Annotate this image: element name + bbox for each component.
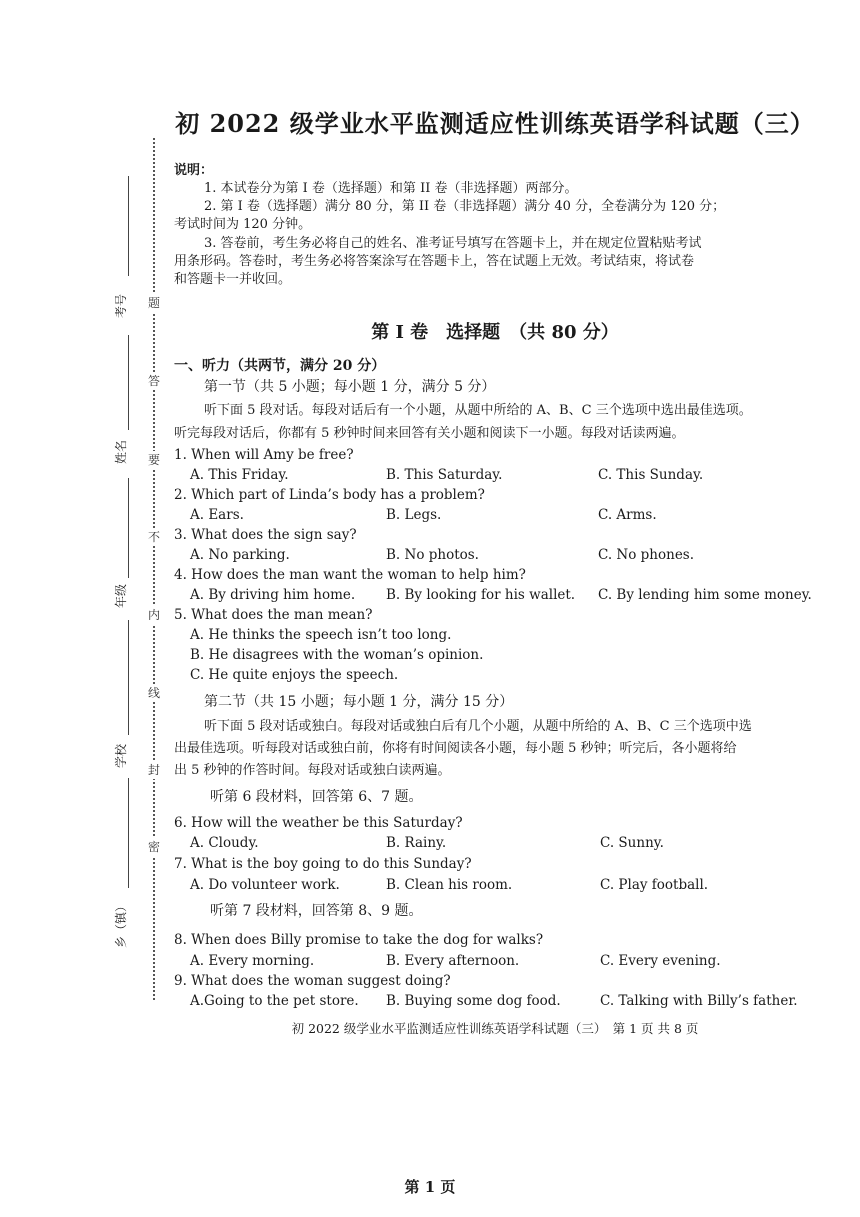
page-footer: 初 2022 级学业水平监测适应性训练英语学科试题（三） 第 1 页 共 8 页	[291, 1021, 699, 1036]
question-text: 2. Which part of Linda’s body has a problem?	[174, 487, 485, 503]
sec1-heading: 第一节（共 5 小题；每小题 1 分，满分 5 分）	[204, 379, 496, 395]
field-label-town: 乡（镇）	[114, 899, 128, 948]
option-c: C. By lending him some money.	[598, 587, 812, 603]
question-text: 1. When will Amy be free?	[174, 447, 354, 463]
field-label-grade: 年级	[114, 583, 128, 608]
option-a: A. This Friday.	[190, 467, 289, 483]
field-label-school: 学校	[114, 743, 128, 768]
option-c: C. This Sunday.	[598, 467, 704, 483]
field-blank-line	[128, 176, 129, 276]
option-c: C. Play football.	[600, 877, 709, 893]
field-blank-line	[128, 335, 129, 430]
option-b: B. No photos.	[386, 547, 479, 563]
question-text: 3. What does the sign say?	[174, 527, 357, 543]
notes-line: 考试时间为 120 分钟。	[174, 217, 312, 232]
option-b: B. He disagrees with the woman’s opinion.	[190, 647, 484, 663]
option-c: C. Sunny.	[600, 835, 664, 851]
sec2-instruction: 出最佳选项。听每段对话或独白前，你将有时间阅读各小题，每小题 5 秒钟；听完后，各小题将给	[174, 741, 737, 756]
question-text: 9. What does the woman suggest doing?	[174, 973, 451, 989]
option-a: A. No parking.	[190, 547, 290, 563]
option-b: B. Every afternoon.	[386, 953, 520, 969]
page-number: 第 1 页	[404, 1178, 456, 1196]
seal-char: 题	[148, 296, 161, 310]
question-text: 5. What does the man mean?	[174, 607, 373, 623]
sec2-heading: 第二节（共 15 小题；每小题 1 分，满分 15 分）	[204, 694, 514, 710]
seal-char: 封	[148, 763, 161, 777]
field-label-name: 姓名	[114, 439, 128, 464]
sec2-instruction: 出 5 秒钟的作答时间。每段对话或独白读两遍。	[174, 763, 451, 778]
option-a: A. Cloudy.	[190, 835, 259, 851]
exam-title: 初 2022 级学业水平监测适应性训练英语学科试题（三）	[175, 109, 815, 138]
option-b: B. This Saturday.	[386, 467, 503, 483]
field-blank-line	[128, 478, 129, 578]
seal-char: 密	[148, 840, 161, 854]
section-title: 第 I 卷 选择题 （共 80 分）	[371, 322, 619, 343]
question-text: 7. What is the boy going to do this Sunday?	[174, 856, 472, 872]
option-a: A. He thinks the speech isn’t too long.	[190, 627, 452, 643]
option-b: B. Legs.	[386, 507, 442, 523]
option-c: C. No phones.	[598, 547, 695, 563]
option-a: A.Going to the pet store.	[190, 993, 359, 1009]
option-a: A. Every morning.	[190, 953, 315, 969]
notes-line: 3. 答卷前，考生务必将自己的姓名、准考证号填写在答题卡上，并在规定位置粘贴考试	[204, 236, 702, 251]
part1-heading: 一、听力（共两节，满分 20 分）	[174, 358, 386, 374]
notes-line: 和答题卡一并收回。	[174, 272, 292, 287]
option-c: C. Every evening.	[600, 953, 721, 969]
option-b: B. Clean his room.	[386, 877, 513, 893]
question-text: 6. How will the weather be this Saturday?	[174, 815, 463, 831]
option-b: B. By looking for his wallet.	[386, 587, 576, 603]
notes-line: 2. 第 I 卷（选择题）满分 80 分，第 II 卷（非选择题）满分 40 分，全卷满分为 120 分；	[204, 199, 726, 214]
option-a: A. By driving him home.	[190, 587, 356, 603]
option-b: B. Buying some dog food.	[386, 993, 561, 1009]
field-label-exam-number: 考号	[114, 293, 128, 318]
notes-line: 用条形码。答卷时，考生务必将答案涂写在答题卡上，答在试题上无效。考试结束，将试卷	[174, 254, 695, 269]
option-a: A. Ears.	[190, 507, 244, 523]
seal-char: 不	[148, 530, 161, 544]
field-blank-line	[128, 620, 129, 735]
seal-char: 内	[148, 608, 161, 622]
sec1-instruction: 听下面 5 段对话。每段对话后有一个小题，从题中所给的 A、B、C 三个选项中选出最佳选项。	[204, 403, 752, 418]
material-6-heading: 听第 6 段材料，回答第 6、7 题。	[210, 789, 423, 805]
option-c: C. Arms.	[598, 507, 657, 523]
material-7-heading: 听第 7 段材料，回答第 8、9 题。	[210, 903, 423, 919]
notes-heading: 说明：	[174, 163, 214, 178]
field-blank-line	[128, 778, 129, 888]
option-b: B. Rainy.	[386, 835, 447, 851]
seal-char: 要	[148, 453, 161, 467]
question-text: 8. When does Billy promise to take the dog for walks?	[174, 932, 544, 948]
question-text: 4. How does the man want the woman to help him?	[174, 567, 526, 583]
seal-char: 线	[148, 686, 161, 700]
notes-line: 1. 本试卷分为第 I 卷（选择题）和第 II 卷（非选择题）两部分。	[204, 181, 578, 196]
sec2-instruction: 听下面 5 段对话或独白。每段对话或独白后有几个小题，从题中所给的 A、B、C 三个选项中选	[204, 719, 752, 734]
option-c: C. Talking with Billy’s father.	[600, 993, 798, 1009]
seal-char: 答	[148, 374, 161, 388]
option-c: C. He quite enjoys the speech.	[190, 667, 399, 683]
sec1-instruction: 听完每段对话后，你都有 5 秒钟时间来回答有关小题和阅读下一小题。每段对话读两遍。	[174, 426, 685, 441]
option-a: A. Do volunteer work.	[190, 877, 340, 893]
binding-dotted-line	[153, 138, 155, 1000]
